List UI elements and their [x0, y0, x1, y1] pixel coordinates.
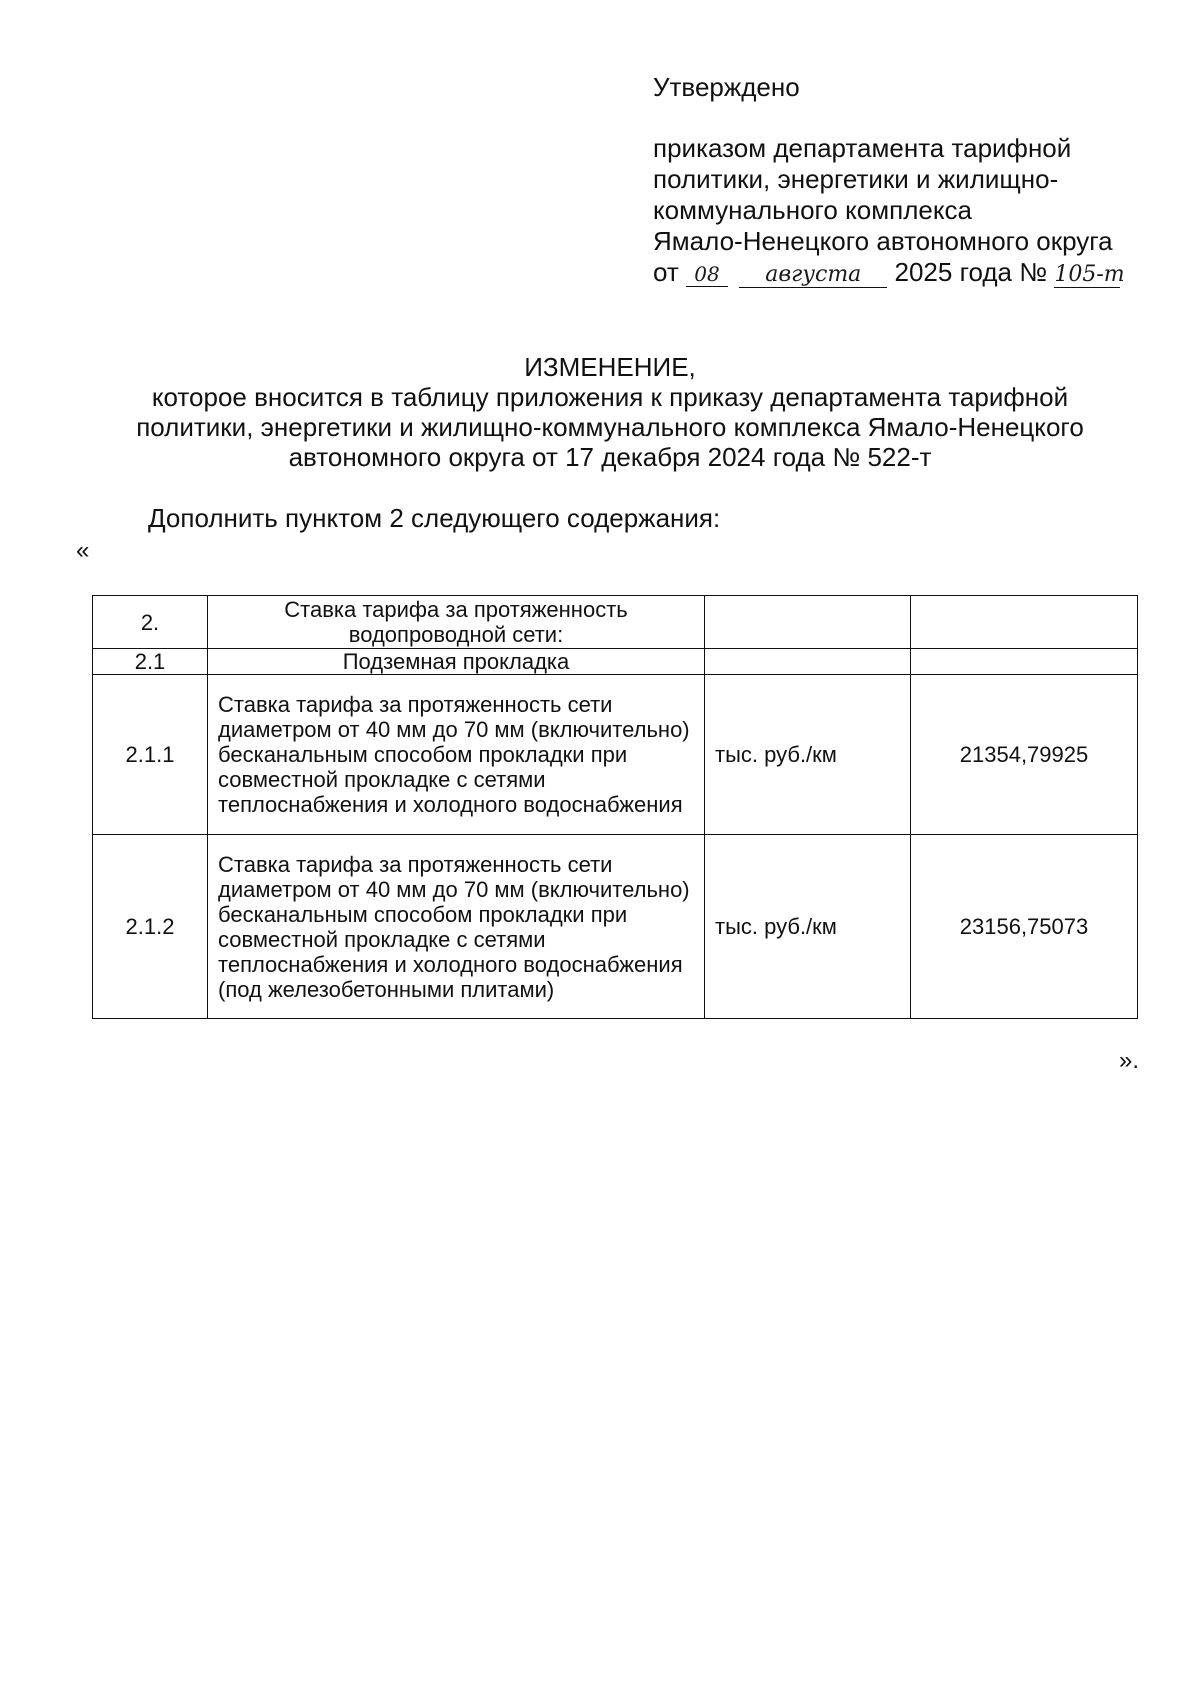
row-description: Ставка тарифа за протяженность сети диаметром от 40 мм до 70 мм (включительно) бесканальным способом прокладки при совместной прокладке с сетями теплоснабжения и холодного водоснабжения (под железобетонными плитами)	[208, 835, 705, 1019]
heading-title: ИЗМЕНЕНИЕ,	[524, 352, 696, 382]
row-value	[911, 596, 1138, 649]
row-unit: тыс. руб./км	[705, 675, 911, 835]
date-day-handwritten: 08	[686, 262, 728, 287]
approval-title: Утверждено	[653, 72, 800, 102]
tariff-table	[92, 595, 1138, 1019]
opening-quote: «	[76, 537, 90, 564]
intro-text: Дополнить пунктом 2 следующего содержания:	[148, 503, 721, 533]
row-description: Подземная прокладка	[208, 649, 705, 675]
row-unit: тыс. руб./км	[705, 835, 911, 1019]
table-row	[93, 675, 1138, 835]
row-description: Ставка тарифа за протяженность водопроводной сети:	[208, 596, 705, 649]
row-number: 2.1.1	[93, 675, 208, 835]
approval-line: политики, энергетики и жилищно-	[653, 164, 1059, 194]
table-row	[93, 835, 1138, 1019]
heading-line: политики, энергетики и жилищно-коммунального комплекса Ямало-Ненецкого	[136, 412, 1084, 442]
approval-line: Ямало-Ненецкого автономного округа	[653, 226, 1113, 256]
document-heading	[60, 352, 1160, 472]
row-number: 2.1.2	[93, 835, 208, 1019]
approval-line: коммунального комплекса	[653, 195, 972, 225]
date-prefix: от	[653, 257, 679, 287]
date-month-handwritten: августа	[739, 263, 887, 288]
approval-block	[653, 72, 1173, 288]
row-unit	[705, 649, 911, 675]
closing-quote: ».	[1119, 1047, 1140, 1074]
row-value: 23156,75073	[911, 835, 1138, 1019]
heading-line: которое вносится в таблицу приложения к приказу департамента тарифной	[151, 382, 1069, 412]
table-row	[93, 649, 1138, 675]
table-row	[93, 596, 1138, 649]
row-number: 2.	[93, 596, 208, 649]
row-value	[911, 649, 1138, 675]
row-value: 21354,79925	[911, 675, 1138, 835]
order-number-handwritten: 105-т	[1054, 262, 1125, 287]
row-number: 2.1	[93, 649, 208, 675]
date-year-text: 2025 года №	[894, 257, 1048, 287]
approval-date-line	[653, 257, 1173, 288]
approval-line: приказом департамента тарифной	[653, 133, 1072, 163]
row-unit	[705, 596, 911, 649]
row-description: Ставка тарифа за протяженность сети диаметром от 40 мм до 70 мм (включительно) бесканальным способом прокладки при совместной прокладке с сетями теплоснабжения и холодного водоснабжения	[208, 675, 705, 835]
heading-line: автономного округа от 17 декабря 2024 года № 522-т	[288, 442, 932, 472]
